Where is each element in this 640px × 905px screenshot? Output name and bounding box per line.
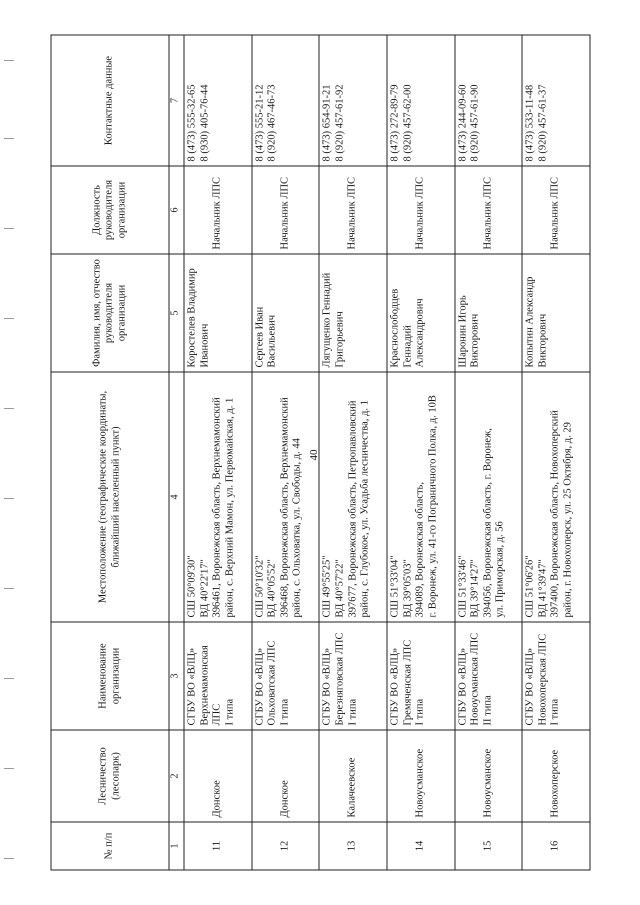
phone-line: 8 (473) 533-11-48 (524, 84, 536, 161)
location-line: ВД 39°05'03" (401, 558, 413, 617)
location-line: район, с. Глубокое, ул. Усадьба лесничества, д. 1 (359, 399, 371, 617)
contacts-cell (184, 35, 252, 166)
location-line: 397677, Воронежская область, Петропавловский (346, 399, 358, 617)
location-line: СШ 51°06'26" (524, 554, 536, 617)
position-cell: Начальник ЛПС (386, 166, 454, 254)
table-row (319, 35, 387, 870)
forestry-cell: Донское (251, 730, 319, 822)
phone-line: 8 (930) 405-76-44 (198, 84, 210, 161)
location-cell (386, 372, 454, 622)
phone-line: 8 (473) 555-21-12 (253, 84, 265, 161)
head-name-line: Краснослободцев (388, 288, 400, 367)
margin-tick (4, 498, 14, 499)
head-name-cell (319, 254, 387, 372)
contacts-cell (522, 35, 590, 166)
organization-cell (386, 622, 454, 730)
head-name-cell (454, 254, 522, 372)
head-name-line: Сергеев Иван (253, 306, 265, 367)
forestry-cell: Донское (184, 730, 252, 822)
row-number: 13 (319, 822, 387, 870)
forestry-cell: Калачеевское (319, 730, 387, 822)
phone-line: 8 (473) 244-09-60 (456, 84, 468, 161)
head-name-line: Коростелев Владимир (186, 267, 197, 367)
location-line: СШ 51°33'46" (456, 554, 468, 617)
location-line: 396461, Воронежская область, Верхнемамонский (211, 396, 223, 617)
organization-line: I типа (223, 698, 235, 725)
contacts-cell (319, 35, 387, 166)
phone-line: 8 (473) 272-89-79 (388, 84, 400, 161)
location-cell (522, 372, 590, 622)
location-cell (251, 372, 319, 622)
header-row (51, 35, 169, 870)
location-line: 396468, Воронежская область, Верхнемамонский (278, 396, 290, 617)
forestry-cell: Новоусманское (454, 730, 522, 822)
location-line: г. Воронеж, ул. 41-го Пограничного Полка, д. 10В (426, 394, 438, 617)
location-line: 394089, Воронежская область, (414, 481, 426, 617)
head-name-line: Копытин Александр (524, 276, 536, 367)
column-number: 1 (169, 822, 184, 870)
table-row (522, 35, 590, 870)
organization-line: Новоусманская ЛПС (469, 632, 481, 725)
head-name-cell (251, 254, 319, 372)
location-line: ВД 39°14'27" (469, 558, 481, 617)
head-name-line: Иванович (198, 323, 210, 367)
margin-tick (4, 858, 14, 859)
location-line: район, г. Новохоперск, ул. 25 Октября, д. 29 (562, 421, 574, 617)
column-number: 7 (169, 35, 184, 166)
header-cell: Местоположение (географические координаты, ближайший населенный пункт) (51, 372, 169, 622)
location-cell (184, 372, 252, 622)
position-cell: Начальник ЛПС (454, 166, 522, 254)
location-line: ВД 40°57'22" (333, 558, 345, 617)
phone-line: 8 (473) 555-32-65 (186, 84, 197, 161)
organization-cell (251, 622, 319, 730)
contacts-cell (386, 35, 454, 166)
table-row (454, 35, 522, 870)
margin-tick (4, 588, 14, 589)
phone-line: 8 (920) 457-62-00 (401, 84, 413, 161)
organization-cell (454, 622, 522, 730)
rotated-table-wrapper (50, 35, 590, 870)
margin-tick (4, 318, 14, 319)
header-cell: № п/п (51, 822, 169, 870)
organization-line: СГБУ ВО «ВЛЦ» (388, 647, 400, 725)
head-name-line: Викторович (536, 313, 548, 367)
head-name-line: Лягущенко Геннадий (321, 272, 333, 367)
margin-tick (4, 60, 14, 61)
location-line: ВД 40°22'17" (198, 558, 210, 617)
location-line: СШ 51°33'04" (388, 554, 400, 617)
forestry-cell: Новоусманское (386, 730, 454, 822)
phone-line: 8 (920) 467-46-73 (266, 84, 278, 161)
column-number-row (169, 35, 184, 870)
location-line: район, с. Ольховатка, ул. Свободы, д. 44 (291, 437, 303, 617)
page-number: 40 (308, 449, 320, 461)
organization-line: Березняговская ЛПС (333, 632, 345, 725)
organization-line: СГБУ ВО «ВЛЦ» (456, 647, 468, 725)
table-row (184, 35, 252, 870)
location-line: СШ 49°55'25" (321, 554, 333, 617)
head-name-line: Васильевич (266, 314, 278, 367)
organization-line: Верхнемамонская ЛПС (198, 644, 223, 725)
forestry-cell: Новохоперское (522, 730, 590, 822)
location-cell (319, 372, 387, 622)
location-line: район, с. Верхний Мамон, ул. Первомайская, д. 1 (223, 397, 235, 617)
location-cell (454, 372, 522, 622)
position-cell: Начальник ЛПС (319, 166, 387, 254)
organization-cell (319, 622, 387, 730)
header-cell: Фамилия, имя, отчество руководителя организации (51, 254, 169, 372)
position-cell: Начальник ЛПС (184, 166, 252, 254)
location-line: 397400, Воронежская область, Новохоперский (549, 409, 561, 617)
row-number: 12 (251, 822, 319, 870)
organization-line: СГБУ ВО «ВЛЦ» (186, 647, 197, 725)
column-number: 3 (169, 622, 184, 730)
organization-line: II типа (481, 694, 493, 725)
phone-line: 8 (920) 457-61-92 (333, 84, 345, 161)
organization-line: I типа (414, 698, 426, 725)
row-number: 16 (522, 822, 590, 870)
table-row (251, 35, 319, 870)
column-number: 2 (169, 730, 184, 822)
header-cell: Лесничество (лесопарк) (51, 730, 169, 822)
position-cell: Начальник ЛПС (522, 166, 590, 254)
phone-line: 8 (920) 457-61-37 (536, 84, 548, 161)
header-cell: Контактные данные (51, 35, 169, 166)
head-name-cell (386, 254, 454, 372)
location-line: СШ 50°10'32" (253, 554, 265, 617)
organization-cell (184, 622, 252, 730)
organization-line: I типа (346, 698, 358, 725)
header-cell: Наименование организации (51, 622, 169, 730)
head-name-line: Викторович (469, 313, 481, 367)
location-line: ВД 40°05'52" (266, 558, 278, 617)
head-name-cell (522, 254, 590, 372)
margin-tick (4, 228, 14, 229)
location-line: СШ 50°09'30" (186, 554, 197, 617)
column-number: 6 (169, 166, 184, 254)
header-cell: Должность руководителя организации (51, 166, 169, 254)
organization-line: СГБУ ВО «ВЛЦ» (253, 647, 265, 725)
organization-line: Ольховатская ЛПС (266, 639, 278, 725)
organization-line: СГБУ ВО «ВЛЦ» (524, 647, 536, 725)
head-name-line: Шаронин Игорь (456, 294, 468, 367)
row-number: 14 (386, 822, 454, 870)
row-number: 11 (184, 822, 252, 870)
column-number: 4 (169, 372, 184, 622)
contacts-cell (454, 35, 522, 166)
phone-line: 8 (920) 457-61-90 (469, 84, 481, 161)
location-line: ВД 41°39'47" (536, 558, 548, 617)
organization-line: I типа (278, 698, 290, 725)
head-name-cell (184, 254, 252, 372)
organization-line: СГБУ ВО «ВЛЦ» (321, 647, 333, 725)
organization-line: Гремяченская ЛПС (401, 639, 413, 725)
margin-tick (4, 408, 14, 409)
organizations-table (50, 34, 590, 870)
head-name-line: Геннадий (401, 324, 413, 367)
location-line: 394056, Воронежская область, г. Воронеж, (481, 427, 493, 617)
margin-tick (4, 678, 14, 679)
head-name-line: Григорьевич (333, 310, 345, 367)
table-row (386, 35, 454, 870)
head-name-line: Александрович (414, 297, 426, 367)
organization-line: Новохоперская ЛПС (536, 633, 548, 725)
row-number: 15 (454, 822, 522, 870)
organization-line: I типа (549, 698, 561, 725)
margin-tick (4, 768, 14, 769)
organization-cell (522, 622, 590, 730)
phone-line: 8 (473) 654-91-21 (321, 84, 333, 161)
position-cell: Начальник ЛПС (251, 166, 319, 254)
location-line: ул. Приморская, д. 56 (494, 520, 506, 617)
contacts-cell (251, 35, 319, 166)
column-number: 5 (169, 254, 184, 372)
margin-tick (4, 138, 14, 139)
